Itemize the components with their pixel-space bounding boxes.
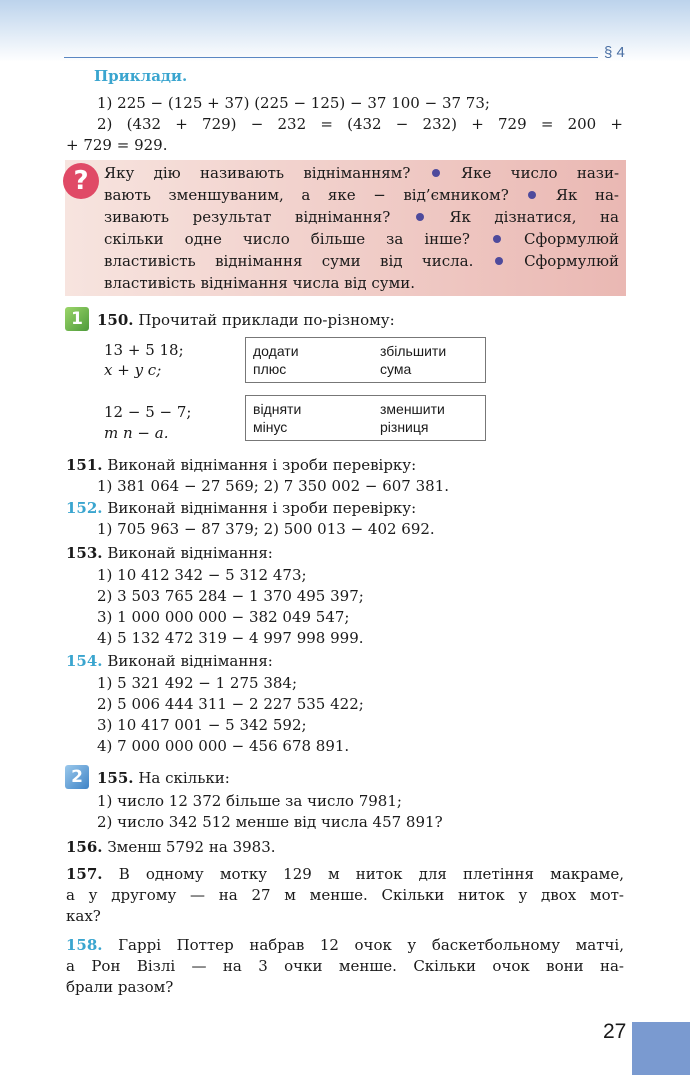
word: зменшити [380, 401, 445, 417]
exercise-154: 154. Виконай віднімання: [66, 652, 273, 670]
question-line: зивають результат віднімання? Як дізнатися, на [104, 208, 619, 226]
exercise-158-line: брали разом? [66, 978, 174, 996]
bullet-icon [432, 169, 440, 177]
word: різниця [380, 419, 429, 435]
exercise-157-line: а у другому — на 27 м менше. Скільки ниток у двох мот- [66, 886, 624, 904]
exercise-150-eq3: 12 − 5 − 7; [104, 403, 192, 421]
level-1-icon: 1 [65, 307, 89, 331]
exercise-155: 155. На скільки: [97, 769, 230, 787]
exercise-152-line: 1) 705 963 − 87 379; 2) 500 013 − 402 692. [97, 520, 435, 538]
word: сума [380, 361, 412, 377]
exercise-151-line: 1) 381 064 − 27 569; 2) 7 350 002 − 607 381. [97, 477, 450, 495]
exercise-154-line: 1) 5 321 492 − 1 275 384; [97, 674, 298, 692]
example-2-cont: + 729 = 929. [66, 136, 168, 154]
exercise-154-line: 4) 7 000 000 000 − 456 678 891. [97, 737, 350, 755]
page-corner-block [632, 1022, 690, 1075]
exercise-153-line: 1) 10 412 342 − 5 312 473; [97, 566, 307, 584]
bullet-icon [528, 191, 536, 199]
exercise-151: 151. Виконай віднімання і зроби перевірку: [66, 456, 417, 474]
question-line: Яку дію називають відніманням? Яке число нази- [104, 164, 620, 182]
word: відняти [253, 401, 302, 417]
question-line: скільки одне число більше за інше? Сформулюй [104, 230, 619, 248]
question-mark-icon: ? [63, 163, 99, 199]
examples-title: Приклади. [94, 67, 188, 85]
exercise-153-line: 2) 3 503 765 284 − 1 370 495 397; [97, 587, 364, 605]
exercise-156: 156. Зменш 5792 на 3983. [66, 838, 276, 856]
question-line: властивість віднімання числа від суми. [104, 274, 416, 292]
question-line: вають зменшуваним, а яке − від’ємником? Як на- [104, 186, 619, 204]
exercise-150-eq4: m n − a. [104, 424, 169, 442]
word: додати [253, 343, 299, 359]
page-header-band [0, 0, 690, 62]
bullet-icon [416, 213, 424, 221]
section-label: § 4 [604, 44, 625, 61]
page-number: 27 [603, 1020, 627, 1043]
exercise-158-line: а Рон Візлі — на 3 очки менше. Скільки очок вони на- [66, 957, 624, 975]
exercise-153-line: 4) 5 132 472 319 − 4 997 998 999. [97, 629, 364, 647]
exercise-150-eq1: 13 + 5 18; [104, 341, 184, 359]
exercise-154-line: 2) 5 006 444 311 − 2 227 535 422; [97, 695, 364, 713]
words-box-subtraction [245, 395, 486, 441]
exercise-154-line: 3) 10 417 001 − 5 342 592; [97, 716, 307, 734]
word: мінус [253, 419, 288, 435]
header-rule [64, 57, 598, 58]
word: збільшити [380, 343, 447, 359]
exercise-153: 153. Виконай віднімання: [66, 544, 273, 562]
word: плюс [253, 361, 287, 377]
exercise-158-line: 158. Гаррі Поттер набрав 12 очок у баскетбольному матчі, [66, 936, 624, 954]
words-box-addition [245, 337, 486, 383]
exercise-157-line: 157. В одному мотку 129 м ниток для плетіння макраме, [66, 865, 624, 883]
level-2-icon: 2 [65, 765, 89, 789]
exercise-157-line: ках? [66, 907, 101, 925]
exercise-150-eq2: x + y c; [104, 361, 162, 379]
example-1: 1) 225 − (125 + 37) (225 − 125) − 37 100 − 37 73; [97, 94, 490, 112]
exercise-155-line: 1) число 12 372 більше за число 7981; [97, 792, 402, 810]
exercise-153-line: 3) 1 000 000 000 − 382 049 547; [97, 608, 350, 626]
bullet-icon [493, 235, 501, 243]
exercise-152: 152. Виконай віднімання і зроби перевірку: [66, 499, 417, 517]
exercise-150: 150. Прочитай приклади по-різному: [97, 311, 395, 329]
exercise-155-line: 2) число 342 512 менше від числа 457 891? [97, 813, 443, 831]
bullet-icon [495, 257, 503, 265]
example-2: 2) (432 + 729) − 232 = (432 − 232) + 729 = 200 + [97, 115, 623, 133]
question-line: властивість віднімання суми від числа. Сформулюй [104, 252, 619, 270]
